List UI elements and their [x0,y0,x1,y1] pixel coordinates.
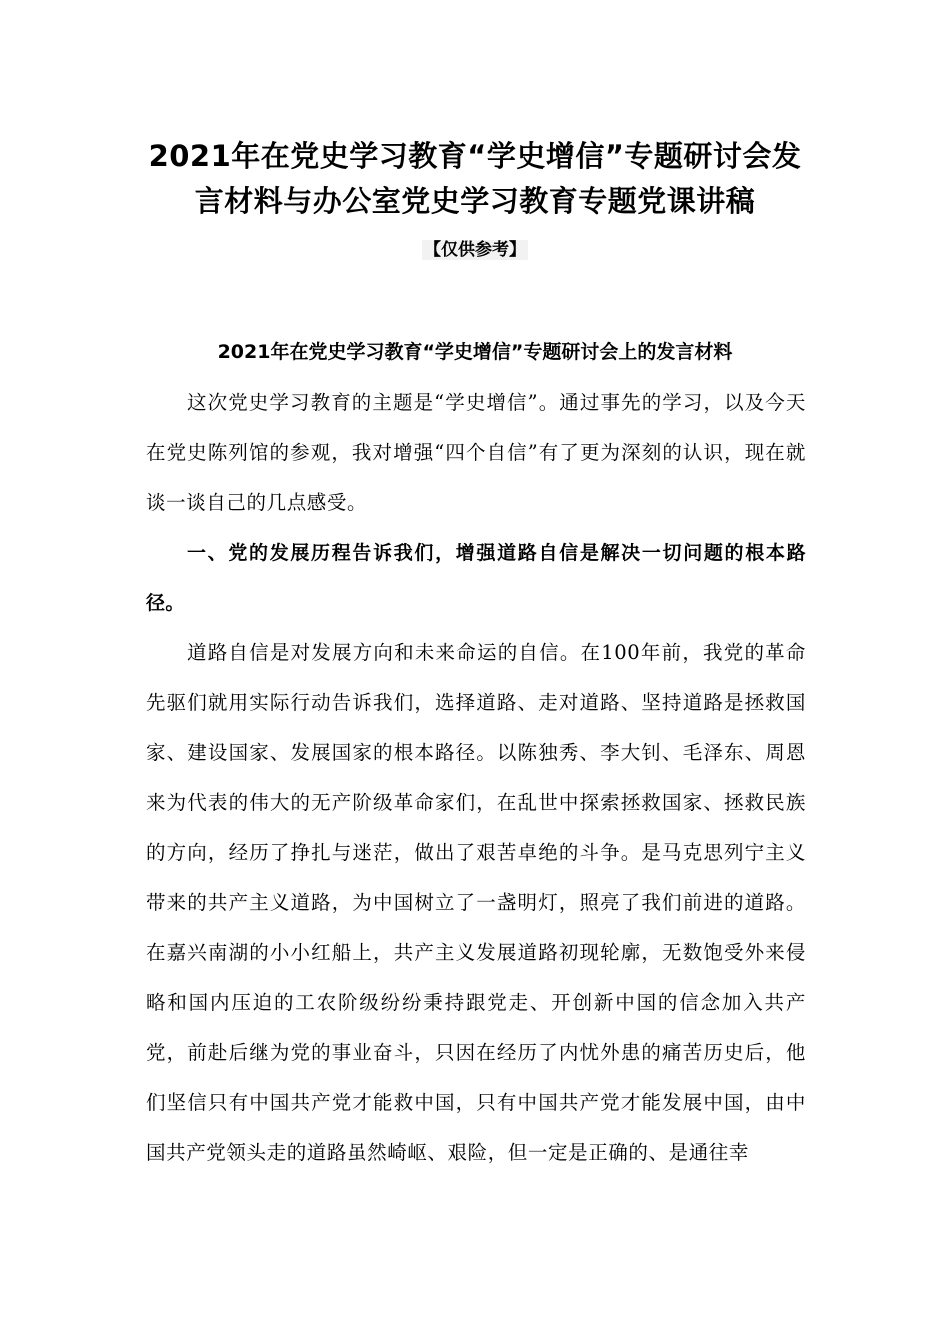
paragraph-block-body [146,628,806,1178]
document-title-line-2: 言材料与办公室党史学习教育专题党课讲稿 [194,184,756,218]
paragraph-block-intro [146,378,806,528]
paragraph-intro: 这次党史学习教育的主题是“学史增信”。通过事先的学习，以及今天在党史陈列馆的参观，我对增强“四个自信”有了更为深刻的认识，现在就谈一谈自己的几点感受。 [146,391,806,514]
reference-only-label: 【仅供参考】 [424,240,526,260]
paragraph-road-confidence: 道路自信是对发展方向和未来命运的自信。在100年前，我党的革命先驱们就用实际行动告诉我们，选择道路、走对道路、坚持道路是拯救国家、建设国家、发展国家的根本路径。以陈独秀、李大钊、毛泽东、周恩来为代表的伟大的无产阶级革命家们，在乱世中探索拯救国家、拯救民族的方向，经历了挣扎与迷茫，做出了艰苦卓绝的斗争。是马克思列宁主义带来的共产主义道路，为中国树立了一盏明灯，照亮了我们前进的道路。在嘉兴南湖的小小红船上，共产主义发展道路初现轮廓，无数饱受外来侵略和国内压迫的工农阶级纷纷秉持跟党走、开创新中国的信念加入共产党，前赴后继为党的事业奋斗，只因在经历了内忧外患的痛苦历史后，他们坚信只有中国共产党才能救中国，只有中国共产党才能发展中国，由中国共产党领头走的道路虽然崎岖、艰险，但一定是正确的、是通往幸 [146,641,806,1164]
section-title: 2021年在党史学习教育“学史增信”专题研讨会上的发言材料 [217,341,733,363]
paragraph-heading-one: 一、党的发展历程告诉我们，增强道路自信是解决一切问题的根本路径。 [146,542,806,614]
paragraph-block-heading [146,528,806,628]
reference-only-tag [0,236,950,264]
document-title-line-1: 2021年在党史学习教育“学史增信”专题研讨会发 [148,139,802,173]
